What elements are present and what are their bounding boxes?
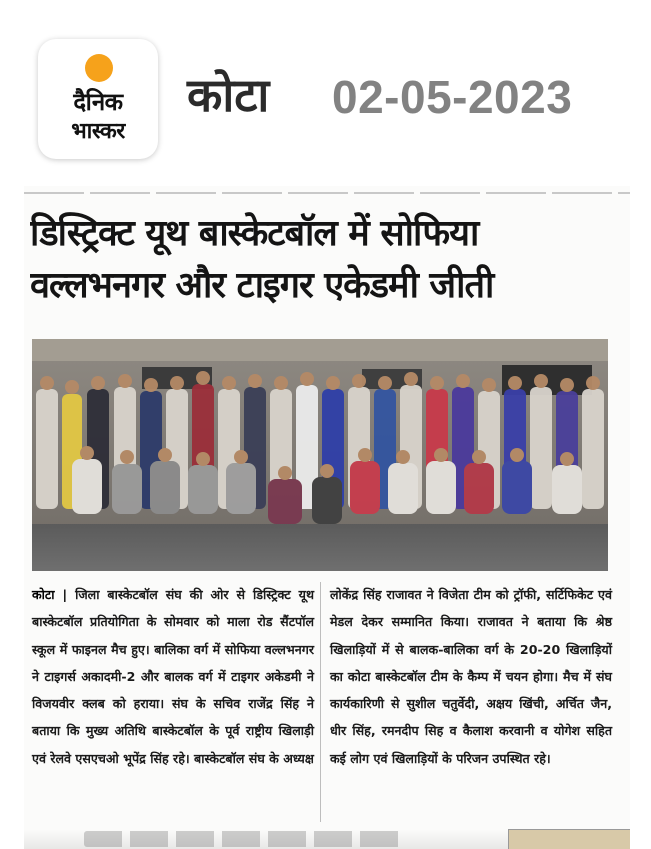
column-divider <box>320 582 321 822</box>
right-margin <box>630 186 651 849</box>
logo-text-line2: भास्कर <box>71 119 125 144</box>
article-dateline: कोटा | <box>32 587 68 602</box>
next-article-box-remnant <box>508 829 630 849</box>
article-column-2 <box>330 581 612 772</box>
edition-city: कोटा <box>187 68 270 122</box>
article-column-1-text: जिला बास्केटबॉल संघ की ओर से डिस्ट्रिक्ट यूथ बास्केटबॉल प्रतियोगिता के सोमवार को माला रोड सैंटपॉल स्कूल में फाइनल मैच हुए। बालिका वर्ग में सोफिया वल्लभनगर ने टाइगर्स अकादमी-2 और बालक वर्ग में टाइगर अकेडमी ने विजयवीर क्लब को हराया। संघ के सचिव राजेंद्र सिंह ने बताया कि मुख्य अतिथि बास्केटबॉल के पूर्व राष्ट्रीय खिलाड़ी एवं रेलवे एसएचओ भूपेंद्र सिंह रहे। बास्केटबॉल संघ के अध्यक्ष <box>32 587 315 766</box>
team-photo <box>32 339 608 571</box>
article-column-1 <box>32 581 314 772</box>
previous-article-remnant <box>24 192 630 194</box>
sun-icon <box>85 54 113 82</box>
headline-line1: डिस्ट्रिक्ट यूथ बास्केटबॉल में सोफिया <box>30 213 479 254</box>
dainik-bhaskar-logo[interactable] <box>38 39 158 159</box>
headline <box>30 208 620 312</box>
newspaper-clipping <box>24 186 630 849</box>
edition-date: 02-05-2023 <box>332 71 573 123</box>
team-photo-image <box>32 339 608 571</box>
headline-line2: वल्लभनगर और टाइगर एकेडमी जीती <box>30 265 494 306</box>
next-article-text-remnant <box>84 831 404 847</box>
article-column-2-text: लोकेंद्र सिंह राजावत ने विजेता टीम को ट्रॉफी, सर्टिफिकेट एवं मेडल देकर सम्मानित किया। राजावत ने बताया कि श्रेष्ठ खिलाड़ियों में से बालक-बालिका वर्ग के 20-20 खिलाड़ियों का कोटा बास्केटबॉल टीम के कैम्प में चयन होगा। मैच में संघ कार्यकारिणी से सुशील चतुर्वेदी, अक्षय खिंची, अर्चित जैन, धीर सिंह, रमनदीप सिह व कैलाश करवानी व योगेश सहित कई लोग एवं खिलाड़ियों के परिजन उपस्थित रहे। <box>330 587 612 766</box>
logo-text-line1: दैनिक <box>73 88 123 116</box>
header <box>0 0 651 185</box>
